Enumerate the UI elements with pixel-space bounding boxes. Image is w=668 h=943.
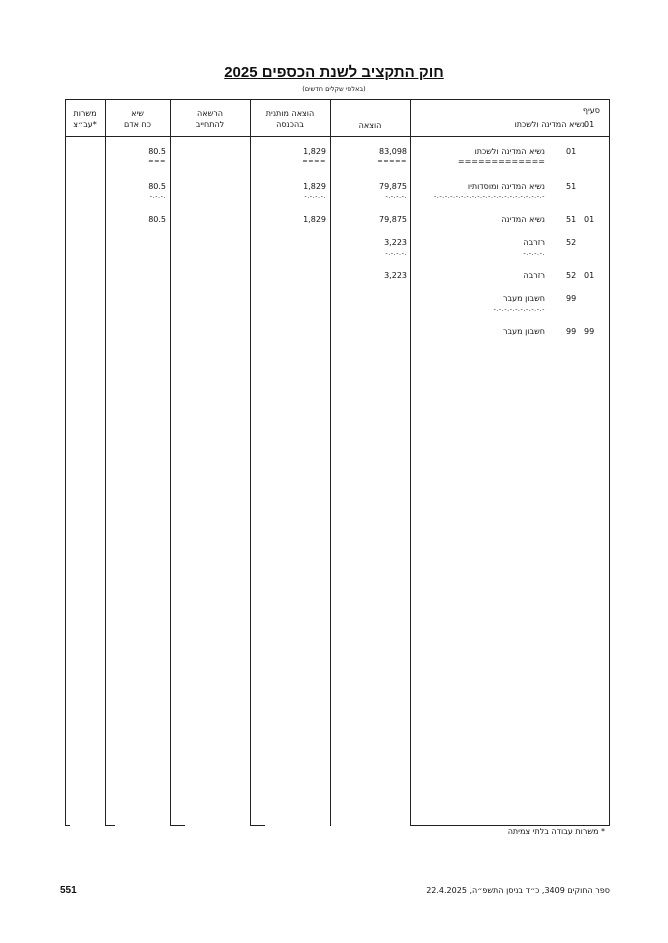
row-code-b: 52 [566, 238, 577, 247]
header-section-label: סעיף [582, 106, 600, 115]
header-contract-line1: משרות [73, 109, 97, 118]
row-name-separator: ============= [457, 157, 545, 166]
row-manpower: 80.5 [148, 182, 166, 191]
header-contract-line2: עב״צ* [73, 120, 97, 129]
row-manpower: 80.5 [148, 147, 166, 156]
table-bottom-tick [170, 825, 185, 826]
row-conditional-separator: ==== [302, 157, 326, 165]
row-code-b: 99 [566, 294, 577, 303]
row-code-b: 52 [566, 271, 577, 280]
row-code-a: 01 [584, 215, 595, 224]
column-divider [330, 99, 331, 826]
column-divider [65, 99, 66, 826]
row-conditional: 1,829 [303, 215, 326, 224]
header-commitment-line1: הרשאה [197, 109, 223, 118]
row-manpower-separator: -.-.-. [149, 192, 166, 200]
row-name-separator: -.-.-.-.-.-.-.-.-.-.-.-.-.-.-.-.-.-.-.-.- [433, 192, 545, 200]
row-code-b: 51 [566, 182, 577, 191]
row-code-a: 01 [584, 271, 595, 280]
row-name-separator: -.-.-.-. [523, 249, 545, 257]
header-manpower-line1: שיא [131, 109, 144, 118]
header-conditional-expense-line2: בהכנסה [276, 120, 304, 129]
page-subtitle: (באלפי שקלים חדשים) [302, 85, 366, 93]
row-expense: 3,223 [384, 271, 407, 280]
page-number: 551 [60, 885, 77, 896]
table-bottom-border [410, 825, 610, 826]
header-expense: הוצאה [358, 121, 382, 130]
header-section-code: 01 [584, 120, 595, 129]
row-name-separator: -.-.-.-.-.-.-.-.-.- [493, 305, 545, 313]
row-manpower: 80.5 [148, 215, 166, 224]
row-name: נשיא המדינה ולשכתו [474, 147, 545, 156]
table-bottom-tick [250, 825, 265, 826]
table-header-border [65, 136, 610, 137]
row-name: חשבון מעבר [502, 294, 545, 303]
row-conditional: 1,829 [303, 147, 326, 156]
row-name: נשיא המדינה ומוסדותיו [467, 182, 545, 191]
row-code-b: 51 [566, 215, 577, 224]
row-code-a: 01 [566, 147, 577, 156]
column-divider [250, 99, 251, 826]
row-code-b: 99 [566, 327, 577, 336]
row-conditional: 1,829 [303, 182, 326, 191]
row-manpower-separator: === [148, 157, 166, 165]
row-expense: 79,875 [379, 215, 407, 224]
footer-publication: ספר החוקים 3409, כ״ד בניסן התשפ״ה, 22.4.2025 [426, 886, 610, 895]
footnote: * משרות עבודה בלתי צמיתה [507, 827, 605, 836]
column-divider [609, 99, 610, 826]
header-conditional-expense-line1: הוצאה מותנית [265, 109, 315, 118]
page-title: חוק התקציב לשנת הכספים 2025 [224, 64, 444, 81]
row-expense-separator: -.-.-.-. [385, 192, 407, 200]
header-commitment-line2: להתחייב [195, 120, 225, 129]
row-name: חשבון מעבר [502, 327, 545, 336]
row-code-a: 99 [584, 327, 595, 336]
row-name: רזרבה [523, 271, 545, 280]
row-name: רזרבה [523, 238, 545, 247]
table-top-border [65, 99, 610, 100]
column-divider [105, 99, 106, 826]
row-expense: 79,875 [379, 182, 407, 191]
table-bottom-tick [105, 825, 115, 826]
row-expense: 3,223 [384, 238, 407, 247]
header-section-name: נשיא המדינה ולשכתו [514, 120, 585, 129]
column-divider [170, 99, 171, 826]
row-expense: 83,098 [379, 147, 407, 156]
row-conditional-separator: -.-.-.-. [304, 192, 326, 200]
header-manpower-line2: כח אדם [123, 120, 152, 129]
row-name: נשיא המדינה [501, 215, 545, 224]
column-divider [410, 99, 411, 826]
row-expense-separator: ===== [377, 157, 407, 165]
row-expense-separator: -.-.-.-. [385, 249, 407, 257]
